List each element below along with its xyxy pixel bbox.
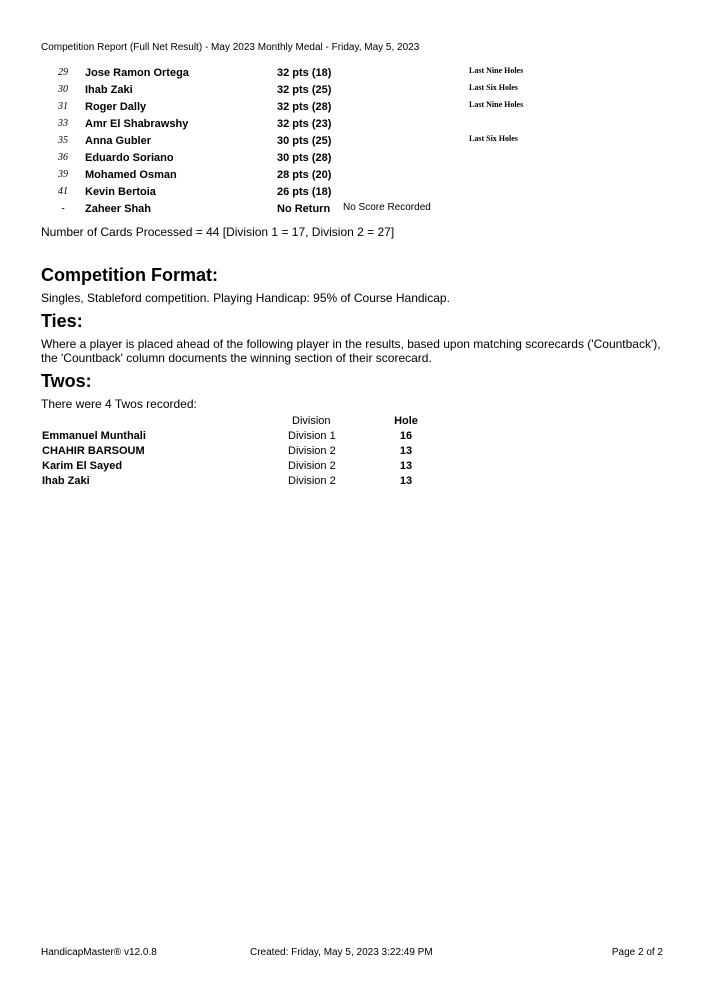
twos-intro: There were 4 Twos recorded: — [41, 397, 197, 411]
player-name: Amr El Shabrawshy — [85, 118, 189, 130]
countback: Last Nine Holes — [469, 66, 524, 75]
score: No Return — [277, 203, 331, 215]
score: 30 pts (25) — [277, 135, 332, 147]
result-row — [0, 151, 707, 168]
twos-hole: 16 — [399, 430, 413, 442]
result-row — [0, 100, 707, 117]
position: 39 — [58, 169, 68, 180]
format-text: Singles, Stableford competition. Playing Handicap: 95% of Course Handicap. — [41, 291, 450, 305]
player-name: Roger Dally — [85, 101, 147, 113]
footer-page-number: Page 2 of 2 — [611, 947, 663, 958]
twos-player: CHAHIR BARSOUM — [42, 445, 145, 457]
twos-heading: Twos: — [41, 371, 92, 391]
twos-row — [0, 460, 707, 475]
twos-hole: 13 — [399, 445, 413, 457]
score: 32 pts (23) — [277, 118, 332, 130]
twos-division: Division 2 — [288, 445, 336, 457]
cards-processed: Number of Cards Processed = 44 [Division 1 = 17, Division 2 = 27] — [41, 225, 395, 239]
position: 41 — [58, 186, 68, 197]
countback: Last Six Holes — [469, 83, 518, 92]
format-heading: Competition Format: — [41, 265, 218, 285]
score: 26 pts (18) — [277, 186, 332, 198]
player-name: Anna Gubler — [85, 135, 152, 147]
note: No Score Recorded — [343, 202, 431, 213]
result-row — [0, 168, 707, 185]
position: 35 — [58, 135, 68, 146]
player-name: Kevin Bertoia — [85, 186, 156, 198]
twos-hole: 13 — [399, 460, 413, 472]
twos-division: Division 2 — [288, 475, 336, 487]
twos-player: Karim El Sayed — [42, 460, 123, 472]
countback: Last Nine Holes — [469, 100, 524, 109]
player-name: Zaheer Shah — [85, 203, 152, 215]
position: 36 — [58, 152, 68, 163]
position: 29 — [58, 67, 68, 78]
result-row — [0, 66, 707, 83]
result-row — [0, 202, 707, 219]
player-name: Jose Ramon Ortega — [85, 67, 189, 79]
position: 30 — [58, 84, 68, 95]
result-row — [0, 185, 707, 202]
report-title: Competition Report (Full Net Result) - May 2023 Monthly Medal - Friday, May 5, 2023 — [41, 42, 420, 53]
score: 32 pts (18) — [277, 67, 332, 79]
result-row — [0, 117, 707, 134]
score: 32 pts (25) — [277, 84, 332, 96]
result-row — [0, 83, 707, 100]
score: 32 pts (28) — [277, 101, 332, 113]
twos-row — [0, 475, 707, 490]
score: 30 pts (28) — [277, 152, 332, 164]
twos-division: Division 1 — [288, 430, 336, 442]
result-row — [0, 134, 707, 151]
twos-row — [0, 430, 707, 445]
twos-col-division: Division — [292, 415, 331, 427]
player-name: Ihab Zaki — [85, 84, 133, 96]
player-name: Mohamed Osman — [85, 169, 177, 181]
twos-division: Division 2 — [288, 460, 336, 472]
countback: Last Six Holes — [469, 134, 518, 143]
twos-col-hole: Hole — [394, 415, 418, 427]
ties-text-line1: Where a player is placed ahead of the following player in the results, based upon matching scorecards ('Countback'), — [41, 337, 661, 351]
position: 31 — [58, 101, 68, 112]
ties-heading: Ties: — [41, 311, 83, 331]
footer-created: Created: Friday, May 5, 2023 3:22:49 PM — [250, 947, 433, 958]
twos-player: Ihab Zaki — [42, 475, 90, 487]
twos-row — [0, 445, 707, 460]
player-name: Eduardo Soriano — [85, 152, 174, 164]
score: 28 pts (20) — [277, 169, 332, 181]
twos-hole: 13 — [399, 475, 413, 487]
footer-software: HandicapMaster® v12.0.8 — [41, 947, 157, 958]
position: 33 — [58, 118, 68, 129]
ties-text-line2: the 'Countback' column documents the winning section of their scorecard. — [41, 351, 432, 365]
twos-player: Emmanuel Munthali — [42, 430, 146, 442]
position: - — [61, 203, 65, 214]
